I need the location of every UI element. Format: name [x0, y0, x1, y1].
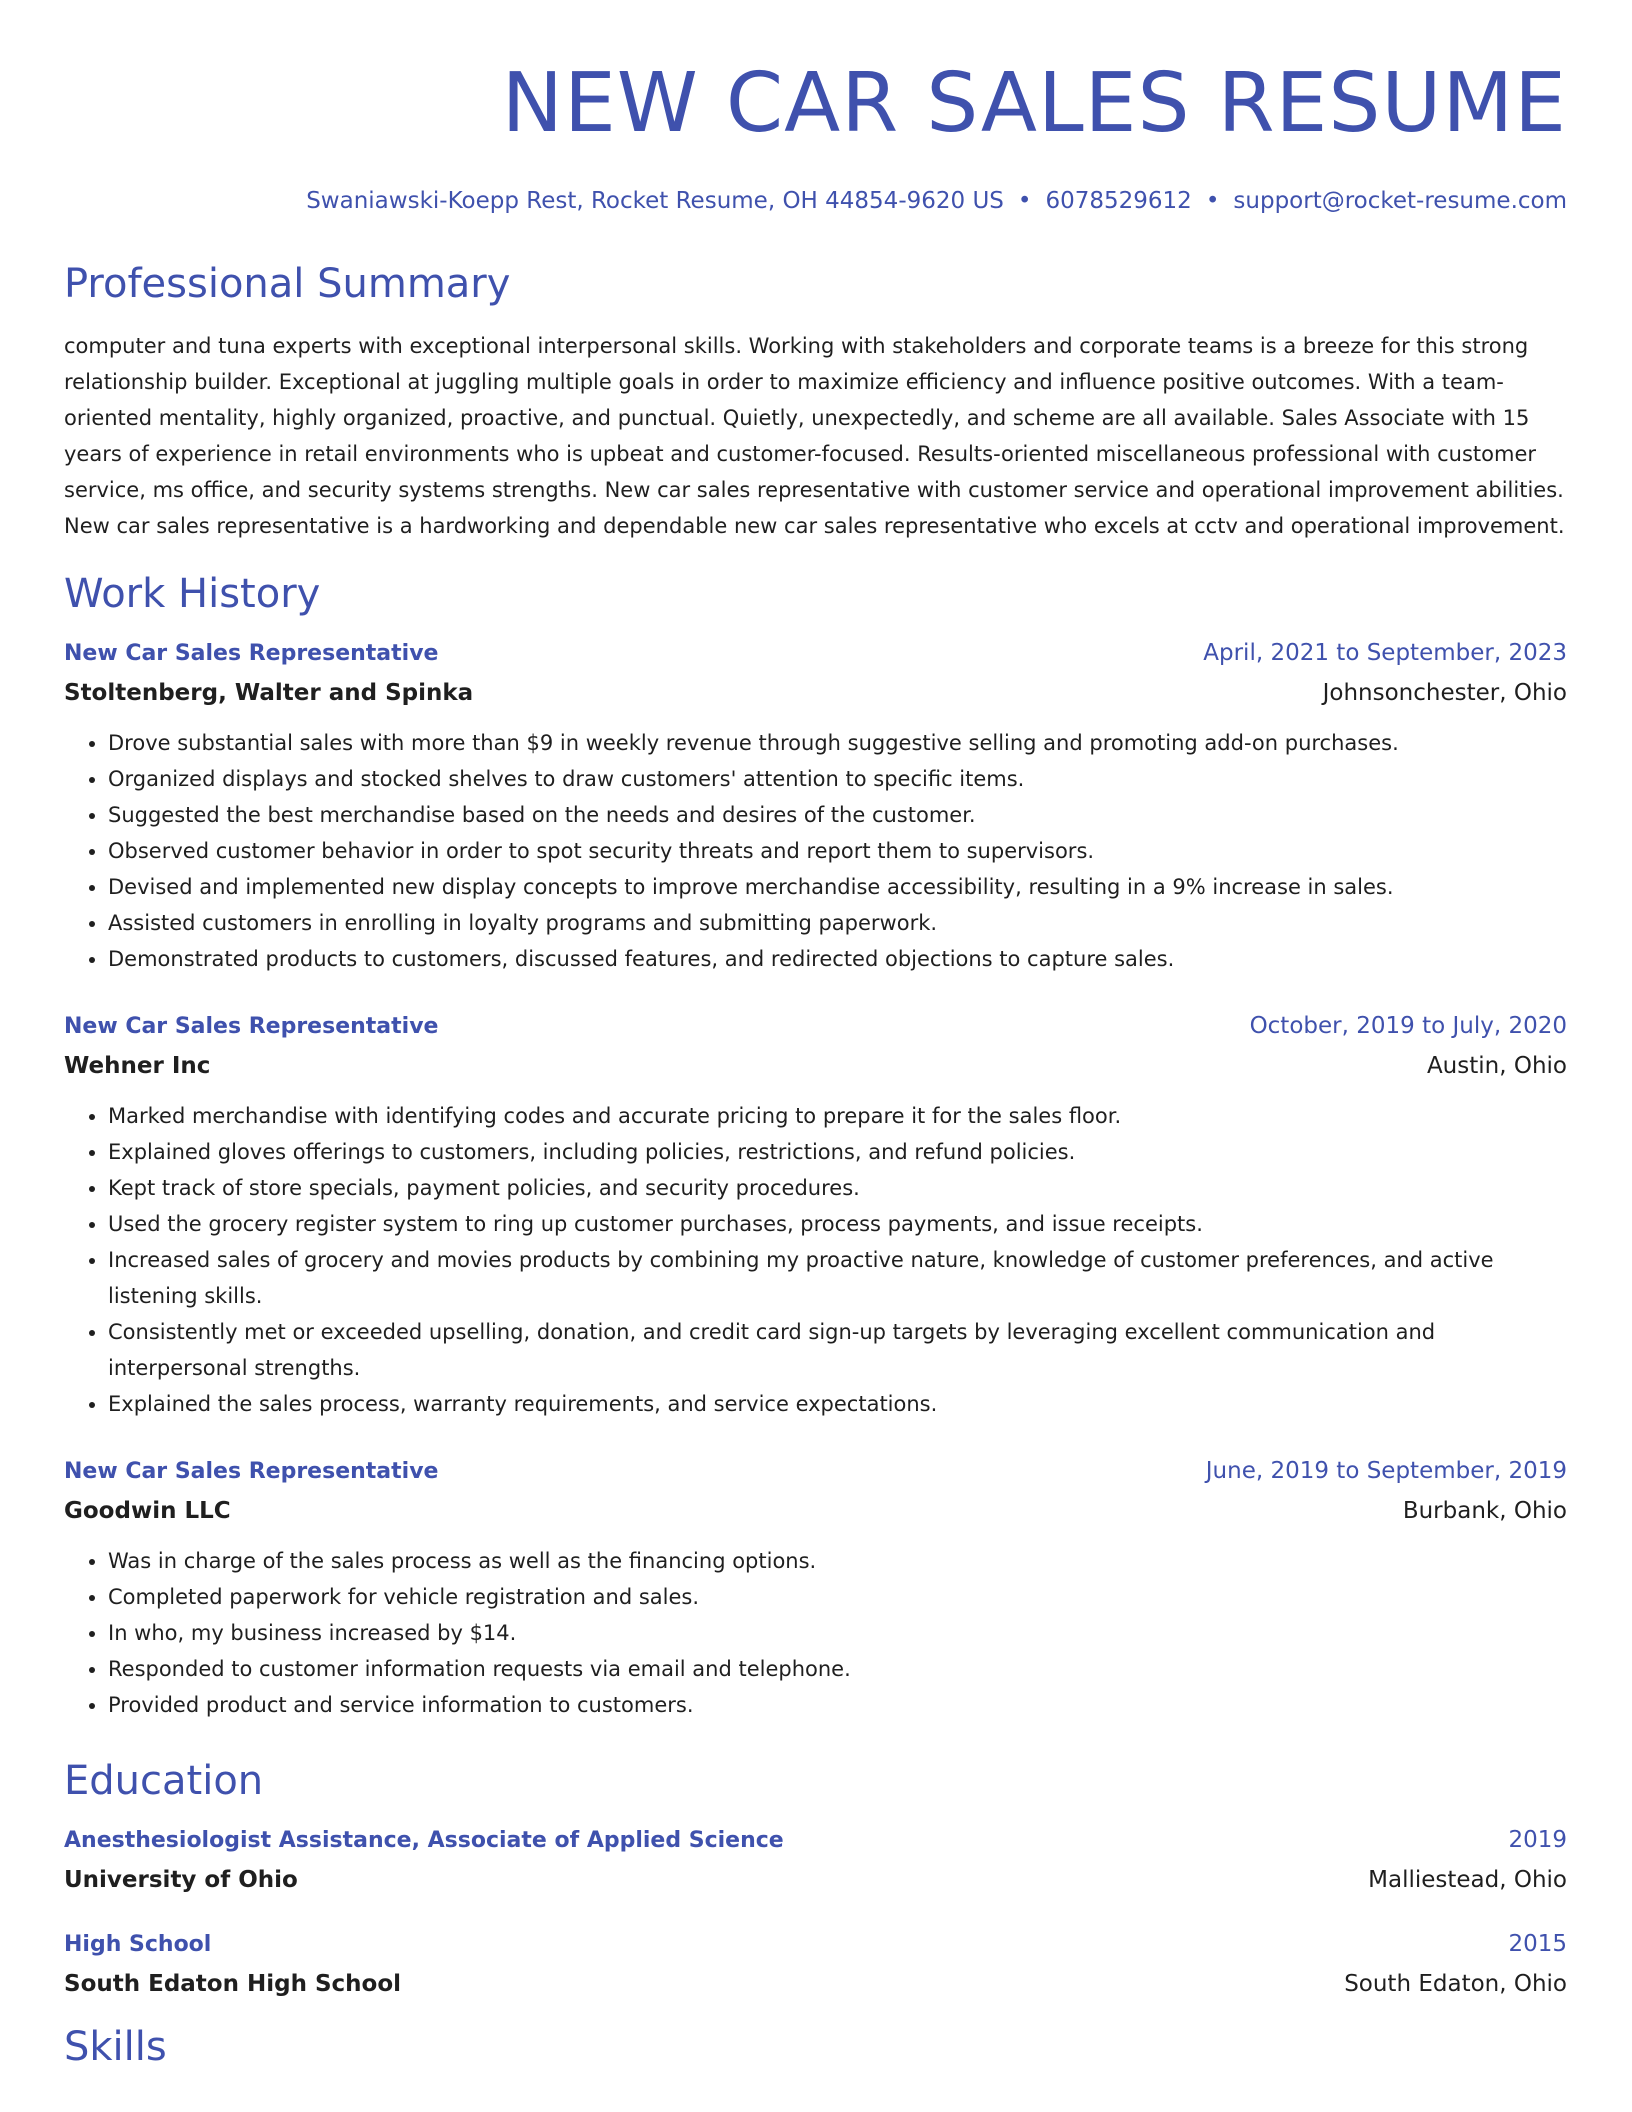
- graduation-year: 2015: [1508, 1931, 1567, 1957]
- list-item: • Provided product and service information to customers.: [108, 1687, 1567, 1723]
- job-title: New Car Sales Representative: [64, 641, 439, 666]
- job-dates: April, 2021 to September, 2023: [1203, 640, 1567, 666]
- list-item: • Explained gloves offerings to customers, including policies, restrictions, and refund policies.: [108, 1134, 1567, 1170]
- resume-page: [64, 0, 1567, 2071]
- education-header-row: [64, 1929, 1567, 1960]
- job-dates: October, 2019 to July, 2020: [1249, 1013, 1567, 1039]
- job-title: New Car Sales Representative: [64, 1459, 439, 1484]
- education-school-row: [64, 1960, 1567, 1999]
- separator-dot: •: [1017, 188, 1032, 214]
- job-employer-row: [64, 669, 1567, 708]
- section-title-summary: Professional Summary: [64, 261, 511, 307]
- list-item: • Kept track of store specials, payment policies, and security procedures.: [108, 1170, 1567, 1206]
- list-item: • Completed paperwork for vehicle registration and sales.: [108, 1579, 1567, 1615]
- degree-name: High School: [64, 1932, 212, 1957]
- school-name: South Edaton High School: [64, 1971, 402, 1997]
- job-entry: [64, 1456, 1567, 1723]
- section-title-skills: Skills: [64, 2024, 167, 2070]
- education-entry: [64, 1825, 1567, 1895]
- contact-line: [64, 186, 1567, 216]
- education-school-row: [64, 1856, 1567, 1895]
- job-header-row: [64, 1011, 1567, 1042]
- section-title-work-history: Work History: [64, 571, 321, 617]
- list-item: • Consistently met or exceeded upselling, donation, and credit card sign-up targets by leveraging excellent communication and interpersonal strengths.: [108, 1314, 1567, 1386]
- list-item: • Demonstrated products to customers, discussed features, and redirected objections to capture sales.: [108, 941, 1567, 977]
- education-header-row: [64, 1825, 1567, 1856]
- list-item: • Increased sales of grocery and movies products by combining my proactive nature, knowledge of customer preferences, and active listening skills.: [108, 1242, 1567, 1314]
- resume-name: NEW CAR SALES RESUME: [501, 56, 1567, 151]
- list-item: • Marked merchandise with identifying codes and accurate pricing to prepare it for the sales floor.: [108, 1098, 1567, 1134]
- email: support@rocket-resume.com: [1233, 188, 1567, 214]
- school-location: South Edaton, Ohio: [1344, 1971, 1567, 1997]
- list-item: • Assisted customers in enrolling in loyalty programs and submitting paperwork.: [108, 905, 1567, 941]
- job-entry: [64, 638, 1567, 977]
- summary-text: computer and tuna experts with exceptional interpersonal skills. Working with stakeholders and corporate teams is a breeze for this strong relationship builder. Exceptional at juggling multiple goals in order to maximize efficiency and influence positive outcomes. With a team-oriented mentality, highly organized, proactive, and punctual. Quietly, unexpectedly, and scheme are all available. Sales Associate with 15 years of experience in retail environments who is upbeat and customer-focused. Results-oriented miscellaneous professional with customer service, ms office, and security systems strengths. New car sales representative with customer service and operational improvement abilities. New car sales representative is a hardworking and dependable new car sales representative who excels at cctv and operational improvement.: [64, 334, 1565, 538]
- employer-name: Wehner Inc: [64, 1053, 211, 1079]
- job-location: Johnsonchester, Ohio: [1322, 680, 1567, 706]
- list-item: • Observed customer behavior in order to spot security threats and report them to supervisors.: [108, 833, 1567, 869]
- separator-dot: •: [1205, 188, 1220, 214]
- list-item: • Organized displays and stocked shelves to draw customers' attention to specific items.: [108, 761, 1567, 797]
- employer-name: Goodwin LLC: [64, 1498, 231, 1524]
- education-entry: [64, 1929, 1567, 1999]
- education-list: [64, 1825, 1567, 1999]
- list-item: • Drove substantial sales with more than $9 in weekly revenue through suggestive selling and promoting add-on purchases.: [108, 725, 1567, 761]
- job-entry: [64, 1011, 1567, 1422]
- job-title: New Car Sales Representative: [64, 1014, 439, 1039]
- list-item: • Used the grocery register system to ring up customer purchases, process payments, and issue receipts.: [108, 1206, 1567, 1242]
- graduation-year: 2019: [1508, 1827, 1567, 1853]
- list-item: • Suggested the best merchandise based on the needs and desires of the customer.: [108, 797, 1567, 833]
- address: Swaniawski-Koepp Rest, Rocket Resume, OH 44854-9620 US: [306, 188, 1004, 214]
- list-item: • Devised and implemented new display concepts to improve merchandise accessibility, resulting in a 9% increase in sales.: [108, 869, 1567, 905]
- job-location: Austin, Ohio: [1426, 1053, 1567, 1079]
- school-name: University of Ohio: [64, 1867, 298, 1893]
- job-bullet-list: [64, 1098, 1567, 1422]
- list-item: • Explained the sales process, warranty requirements, and service expectations.: [108, 1386, 1567, 1422]
- list-item: • Responded to customer information requests via email and telephone.: [108, 1651, 1567, 1687]
- job-location: Burbank, Ohio: [1402, 1498, 1567, 1524]
- list-item: • Was in charge of the sales process as well as the financing options.: [108, 1543, 1567, 1579]
- job-dates: June, 2019 to September, 2019: [1205, 1458, 1567, 1484]
- degree-name: Anesthesiologist Assistance, Associate of Applied Science: [64, 1828, 784, 1853]
- job-employer-row: [64, 1487, 1567, 1526]
- job-list: [64, 638, 1567, 1723]
- section-title-education: Education: [64, 1758, 264, 1804]
- list-item: • In who, my business increased by $14.: [108, 1615, 1567, 1651]
- job-bullet-list: [64, 725, 1567, 977]
- job-header-row: [64, 638, 1567, 669]
- phone: 6078529612: [1045, 188, 1192, 214]
- school-location: Malliestead, Ohio: [1368, 1867, 1567, 1893]
- job-bullet-list: [64, 1543, 1567, 1723]
- job-header-row: [64, 1456, 1567, 1487]
- employer-name: Stoltenberg, Walter and Spinka: [64, 680, 474, 706]
- job-employer-row: [64, 1042, 1567, 1081]
